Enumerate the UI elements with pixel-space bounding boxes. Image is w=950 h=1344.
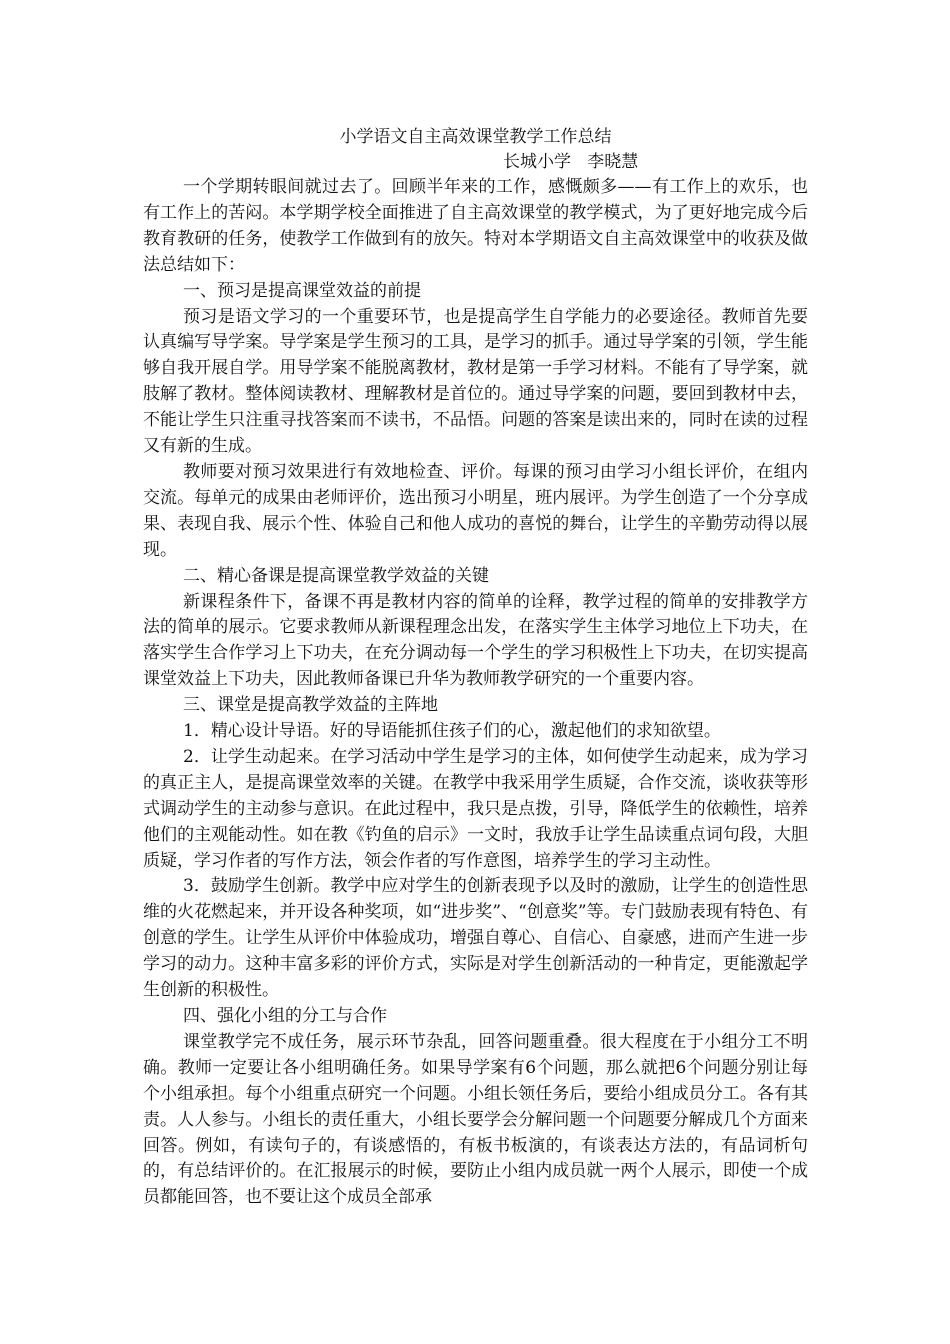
section-heading-3: 三、课堂是提高教学效益的主阵地 [183, 695, 438, 716]
document-author: 长城小学 李晓慧 [503, 152, 639, 172]
paragraph-intro: 一个学期转眼间就过去了。回顾半年来的工作，感慨颇多——有工作上的欢乐，也有工作上的苦闷。本学期学校全面推进了自主高效课堂的教学模式，为了更好地完成今后教育教研的任务，使教学工作做到有的放矢。特对本学期语文自主高效课堂中的收获及做法总结如下： [143, 177, 808, 275]
document-title: 小学语文自主高效课堂教学工作总结 [339, 127, 612, 147]
list-item-3: 3．鼓励学生创新。教学中应对学生的创新表现予以及时的激励，让学生的创造性思维的火花燃起来，并开设各种奖项，如“进步奖”、“创意奖”等。专门鼓励表现有特色、有创意的学生。让学生从评价中体验成功，增强自尊心、自信心、自豪感，进而产生进一步学习的动力。这种丰富多彩的评价方式，实际是对学生创新活动的一种肯定，更能激起学生创新的积极性。 [143, 876, 808, 1001]
paragraph: 教师要对预习效果进行有效地检查、评价。每课的预习由学习小组长评价，在组内交流。每单元的成果由老师评价，选出预习小明星，班内展评。为学生创造了一个分享成果、表现自我、展示个性、体验自己和他人成功的喜悦的舞台，让学生的辛勤劳动得以展现。 [143, 461, 808, 560]
list-item-2: 2．让学生动起来。在学习活动中学生是学习的主体，如何使学生动起来，成为学习的真正主人，是提高课堂效率的关键。在教学中我采用学生质疑，合作交流，谈收获等形式调动学生的主动参与意识。在此过程中，我只是点拨，引导，降低学生的依赖性，培养他们的主观能动性。如在教《钓鱼的启示》一文时，我放手让学生品读重点词句段，大胆质疑，学习作者的写作方法，领会作者的写作意图，培养学生的学习主动性。 [143, 746, 808, 871]
list-item-1: 1．精心设计导语。好的导语能抓住孩子们的心，激起他们的求知欲望。 [183, 721, 721, 742]
paragraph: 课堂教学完不成任务，展示环节杂乱，回答问题重叠。很大程度在于小组分工不明确。教师一定要让各小组明确任务。如果导学案有6个问题，那么就把6个问题分别让每个小组承担。每个小组重点研究一个问题。小组长领任务后，要给小组成员分工。各有其责。人人参与。小组长的责任重大，小组长要学会分解问题一个问题要分解成几个方面来回答。例如，有读句子的，有谈感悟的，有板书板演的，有谈表达方法的，有品词析句的，有总结评价的。在汇报展示的时候，要防止小组内成员就一两个人展示，即使一个成员都能回答，也不要让这个成员全部承 [143, 1031, 808, 1208]
section-heading-2: 二、精心备课是提高课堂教学效益的关键 [183, 565, 489, 586]
section-heading-4: 四、强化小组的分工与合作 [183, 1006, 387, 1026]
paragraph: 预习是语文学习的一个重要环节，也是提高学生自学能力的必要途径。教师首先要认真编写导学案。导学案是学生预习的工具，是学习的抓手。通过导学案的引领，学生能够自我开展自学。用导学案不能脱离教材，教材是第一手学习材料。不能有了导学案，就肢解了教材。整体阅读教材、理解教材是首位的。通过导学案的问题，要回到教材中去，不能让学生只注重寻找答案而不读书，不品悟。问题的答案是读出来的，同时在读的过程又有新的生成。 [143, 306, 808, 457]
document-page [143, 125, 808, 1211]
section-heading-1: 一、预习是提高课堂效益的前提 [183, 280, 421, 301]
paragraph: 新课程条件下，备课不再是教材内容的简单的诠释，教学过程的简单的安排教学方法的简单的展示。它要求教师从新课程理念出发，在落实学生主体学习地位上下功夫，在落实学生合作学习上下功夫，在充分调动每一个学生的学习积极性上下功夫，在切实提高课堂效益上下功夫，因此教师备课已升华为教师教学研究的一个重要内容。 [143, 591, 808, 690]
